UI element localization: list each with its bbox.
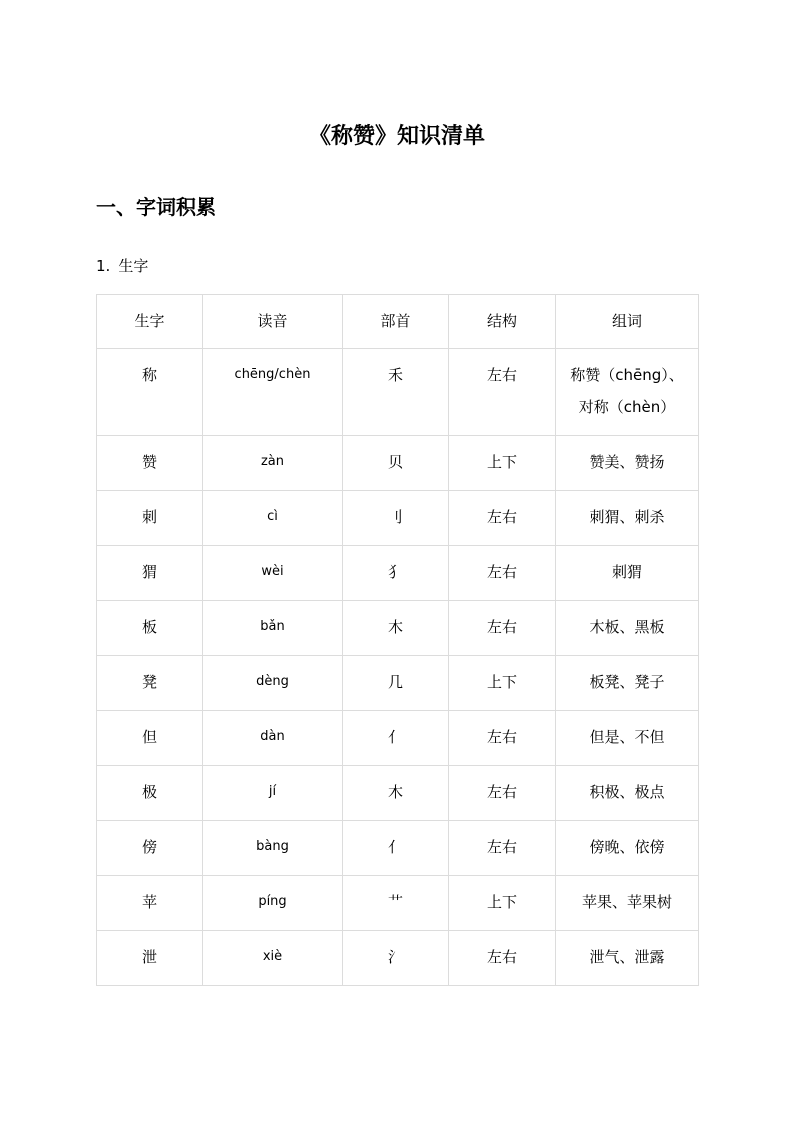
- cell-words: [556, 821, 699, 876]
- cell-pinyin: cì: [203, 491, 343, 546]
- cell-radical: 贝: [343, 436, 449, 491]
- cell-radical: 木: [343, 766, 449, 821]
- cell-pinyin: dèng: [203, 656, 343, 711]
- cell-character: 泄: [97, 931, 203, 986]
- table-row: [97, 876, 699, 931]
- cell-words: [556, 546, 699, 601]
- table-row: [97, 546, 699, 601]
- cell-words: [556, 436, 699, 491]
- word-group: 木板、黑板: [589, 618, 665, 636]
- cell-structure: 上下: [449, 436, 556, 491]
- table-row: [97, 821, 699, 876]
- cell-structure: 左右: [449, 766, 556, 821]
- word-group: 刺猬、刺杀: [589, 508, 665, 526]
- cell-radical: 艹: [343, 876, 449, 931]
- cell-character: 苹: [97, 876, 203, 931]
- vocabulary-table: [96, 294, 699, 986]
- cell-radical: 亻: [343, 711, 449, 766]
- table-header-row: [97, 295, 699, 349]
- cell-structure: 左右: [449, 931, 556, 986]
- word-group: 赞美、赞扬: [589, 453, 665, 471]
- sub-heading-number: 1.: [96, 257, 111, 275]
- cell-radical: 氵: [343, 931, 449, 986]
- cell-character: 傍: [97, 821, 203, 876]
- cell-pinyin: píng: [203, 876, 343, 931]
- table-row: [97, 349, 699, 436]
- cell-structure: 左右: [449, 349, 556, 436]
- cell-pinyin: jí: [203, 766, 343, 821]
- word-group: 称赞（chēng）、: [570, 366, 684, 384]
- word-group: 傍晚、依傍: [589, 838, 665, 856]
- cell-radical: 禾: [343, 349, 449, 436]
- cell-character: 板: [97, 601, 203, 656]
- word-group: 苹果、苹果树: [581, 893, 672, 911]
- header-cell-radical: 部首: [343, 295, 449, 349]
- cell-structure: 上下: [449, 656, 556, 711]
- cell-pinyin: wèi: [203, 546, 343, 601]
- cell-structure: 左右: [449, 821, 556, 876]
- cell-character: 凳: [97, 656, 203, 711]
- cell-structure: 左右: [449, 491, 556, 546]
- document-title: 《称赞》知识清单: [308, 124, 485, 149]
- cell-pinyin: dàn: [203, 711, 343, 766]
- cell-pinyin: zàn: [203, 436, 343, 491]
- sub-heading-label: 生字: [118, 257, 149, 275]
- cell-structure: 上下: [449, 876, 556, 931]
- word-group: 板凳、凳子: [589, 673, 665, 691]
- cell-radical: 亻: [343, 821, 449, 876]
- cell-words: [556, 711, 699, 766]
- cell-pinyin: bǎn: [203, 601, 343, 656]
- cell-radical: 几: [343, 656, 449, 711]
- cell-character: 但: [97, 711, 203, 766]
- sub-heading-new-characters: [96, 254, 148, 278]
- table-row: [97, 601, 699, 656]
- cell-pinyin: chēng/chèn: [203, 349, 343, 436]
- cell-words: [556, 601, 699, 656]
- table-row: [97, 766, 699, 821]
- header-cell-pinyin: 读音: [203, 295, 343, 349]
- cell-words: [556, 349, 699, 436]
- word-group: 但是、不但: [589, 728, 665, 746]
- word-group: 刺猬: [611, 563, 642, 581]
- table-row: [97, 931, 699, 986]
- cell-character: 刺: [97, 491, 203, 546]
- cell-structure: 左右: [449, 546, 556, 601]
- table-row: [97, 711, 699, 766]
- header-cell-character: 生字: [97, 295, 203, 349]
- cell-radical: 木: [343, 601, 449, 656]
- cell-words: [556, 931, 699, 986]
- cell-radical: 犭: [343, 546, 449, 601]
- word-group: 积极、极点: [589, 783, 665, 801]
- table-row: [97, 656, 699, 711]
- cell-words: [556, 491, 699, 546]
- table-row: [97, 436, 699, 491]
- cell-pinyin: bàng: [203, 821, 343, 876]
- word-group: 泄气、泄露: [589, 948, 665, 966]
- cell-words: [556, 656, 699, 711]
- cell-character: 极: [97, 766, 203, 821]
- cell-words: [556, 766, 699, 821]
- cell-character: 赞: [97, 436, 203, 491]
- table-row: [97, 491, 699, 546]
- cell-words: [556, 876, 699, 931]
- word-group: 对称（chèn）: [578, 398, 676, 416]
- cell-structure: 左右: [449, 711, 556, 766]
- cell-character: 称: [97, 349, 203, 436]
- header-cell-words: 组词: [556, 295, 699, 349]
- cell-character: 猬: [97, 546, 203, 601]
- cell-pinyin: xiè: [203, 931, 343, 986]
- section-heading-vocabulary: 一、字词积累: [96, 195, 216, 219]
- cell-structure: 左右: [449, 601, 556, 656]
- cell-radical: 刂: [343, 491, 449, 546]
- header-cell-structure: 结构: [449, 295, 556, 349]
